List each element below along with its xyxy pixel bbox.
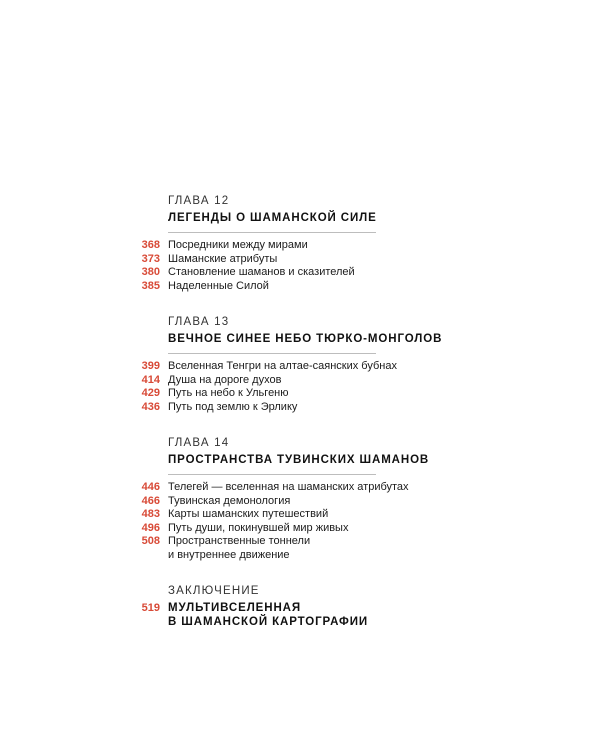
page-number: 508 — [141, 535, 160, 547]
chapter-divider — [168, 232, 376, 233]
chapter-label: ГЛАВА 13 — [168, 316, 230, 328]
page-number: 414 — [141, 373, 160, 386]
toc-entry[interactable] — [120, 280, 580, 294]
entry-title: Наделенные Силой — [168, 279, 269, 292]
conclusion-label: ЗАКЛЮЧЕНИЕ — [168, 585, 260, 597]
entry-title: Путь души, покинувшей мир живых — [168, 521, 349, 534]
chapter-divider — [168, 474, 376, 475]
page-number: 373 — [141, 252, 160, 265]
toc-entry[interactable] — [120, 481, 580, 495]
page-number: 368 — [141, 239, 160, 251]
page-number: 399 — [141, 360, 160, 372]
entry-title: Шаманские атрибуты — [168, 252, 278, 265]
chapter-title: ЛЕГЕНДЫ О ШАМАНСКОЙ СИЛЕ — [168, 212, 377, 224]
chapter-title: ПРОСТРАНСТВА ТУВИНСКИХ ШАМАНОВ — [168, 454, 430, 466]
page-number: 519 — [141, 602, 160, 614]
toc-entry[interactable] — [120, 535, 580, 562]
toc-entry[interactable] — [120, 360, 580, 374]
entry-title: Становление шаманов и сказителей — [168, 266, 355, 278]
entry-title: Душа на дороге духов — [168, 373, 282, 386]
page-number: 436 — [141, 400, 160, 413]
chapter-13 — [120, 315, 580, 414]
toc-entry[interactable] — [120, 508, 580, 522]
toc-entry[interactable] — [120, 601, 580, 629]
toc-entry[interactable] — [120, 522, 580, 536]
chapter-label: ГЛАВА 14 — [168, 437, 230, 449]
entry-title: Пространственные тоннели и внутреннее движение — [168, 535, 311, 561]
page-number: 429 — [141, 387, 160, 399]
page-number: 380 — [141, 266, 160, 278]
page-number: 483 — [141, 508, 160, 520]
toc-entry[interactable] — [120, 495, 580, 509]
chapter-label: ГЛАВА 12 — [168, 195, 230, 207]
conclusion-title: МУЛЬТИВСЕЛЕННАЯ В ШАМАНСКОЙ КАРТОГРАФИИ — [168, 602, 369, 628]
entry-title: Телегей — вселенная на шаманских атрибутах — [168, 481, 409, 493]
entry-title: Посредники между мирами — [168, 239, 308, 251]
page-number: 496 — [141, 521, 160, 534]
toc-entry[interactable] — [120, 401, 580, 415]
entry-title: Вселенная Тенгри на алтае-саянских бубнах — [168, 360, 397, 372]
chapter-14 — [120, 436, 580, 562]
toc-entry[interactable] — [120, 239, 580, 253]
toc-entry[interactable] — [120, 374, 580, 388]
page-number: 446 — [141, 481, 160, 493]
chapter-12 — [120, 194, 580, 293]
entry-title: Карты шаманских путешествий — [168, 508, 329, 520]
entry-title: Путь на небо к Ульгеню — [168, 387, 289, 399]
entry-title: Тувинская демонология — [168, 494, 291, 507]
toc-entry[interactable] — [120, 266, 580, 280]
conclusion — [120, 584, 580, 629]
toc-entry[interactable] — [120, 253, 580, 267]
page-number: 385 — [141, 279, 160, 292]
chapter-title: ВЕЧНОЕ СИНЕЕ НЕБО ТЮРКО-МОНГОЛОВ — [168, 333, 443, 345]
chapter-divider — [168, 353, 376, 354]
entry-title: Путь под землю к Эрлику — [168, 400, 298, 413]
page-number: 466 — [141, 494, 160, 507]
toc-entry[interactable] — [120, 387, 580, 401]
table-of-contents — [120, 194, 580, 651]
